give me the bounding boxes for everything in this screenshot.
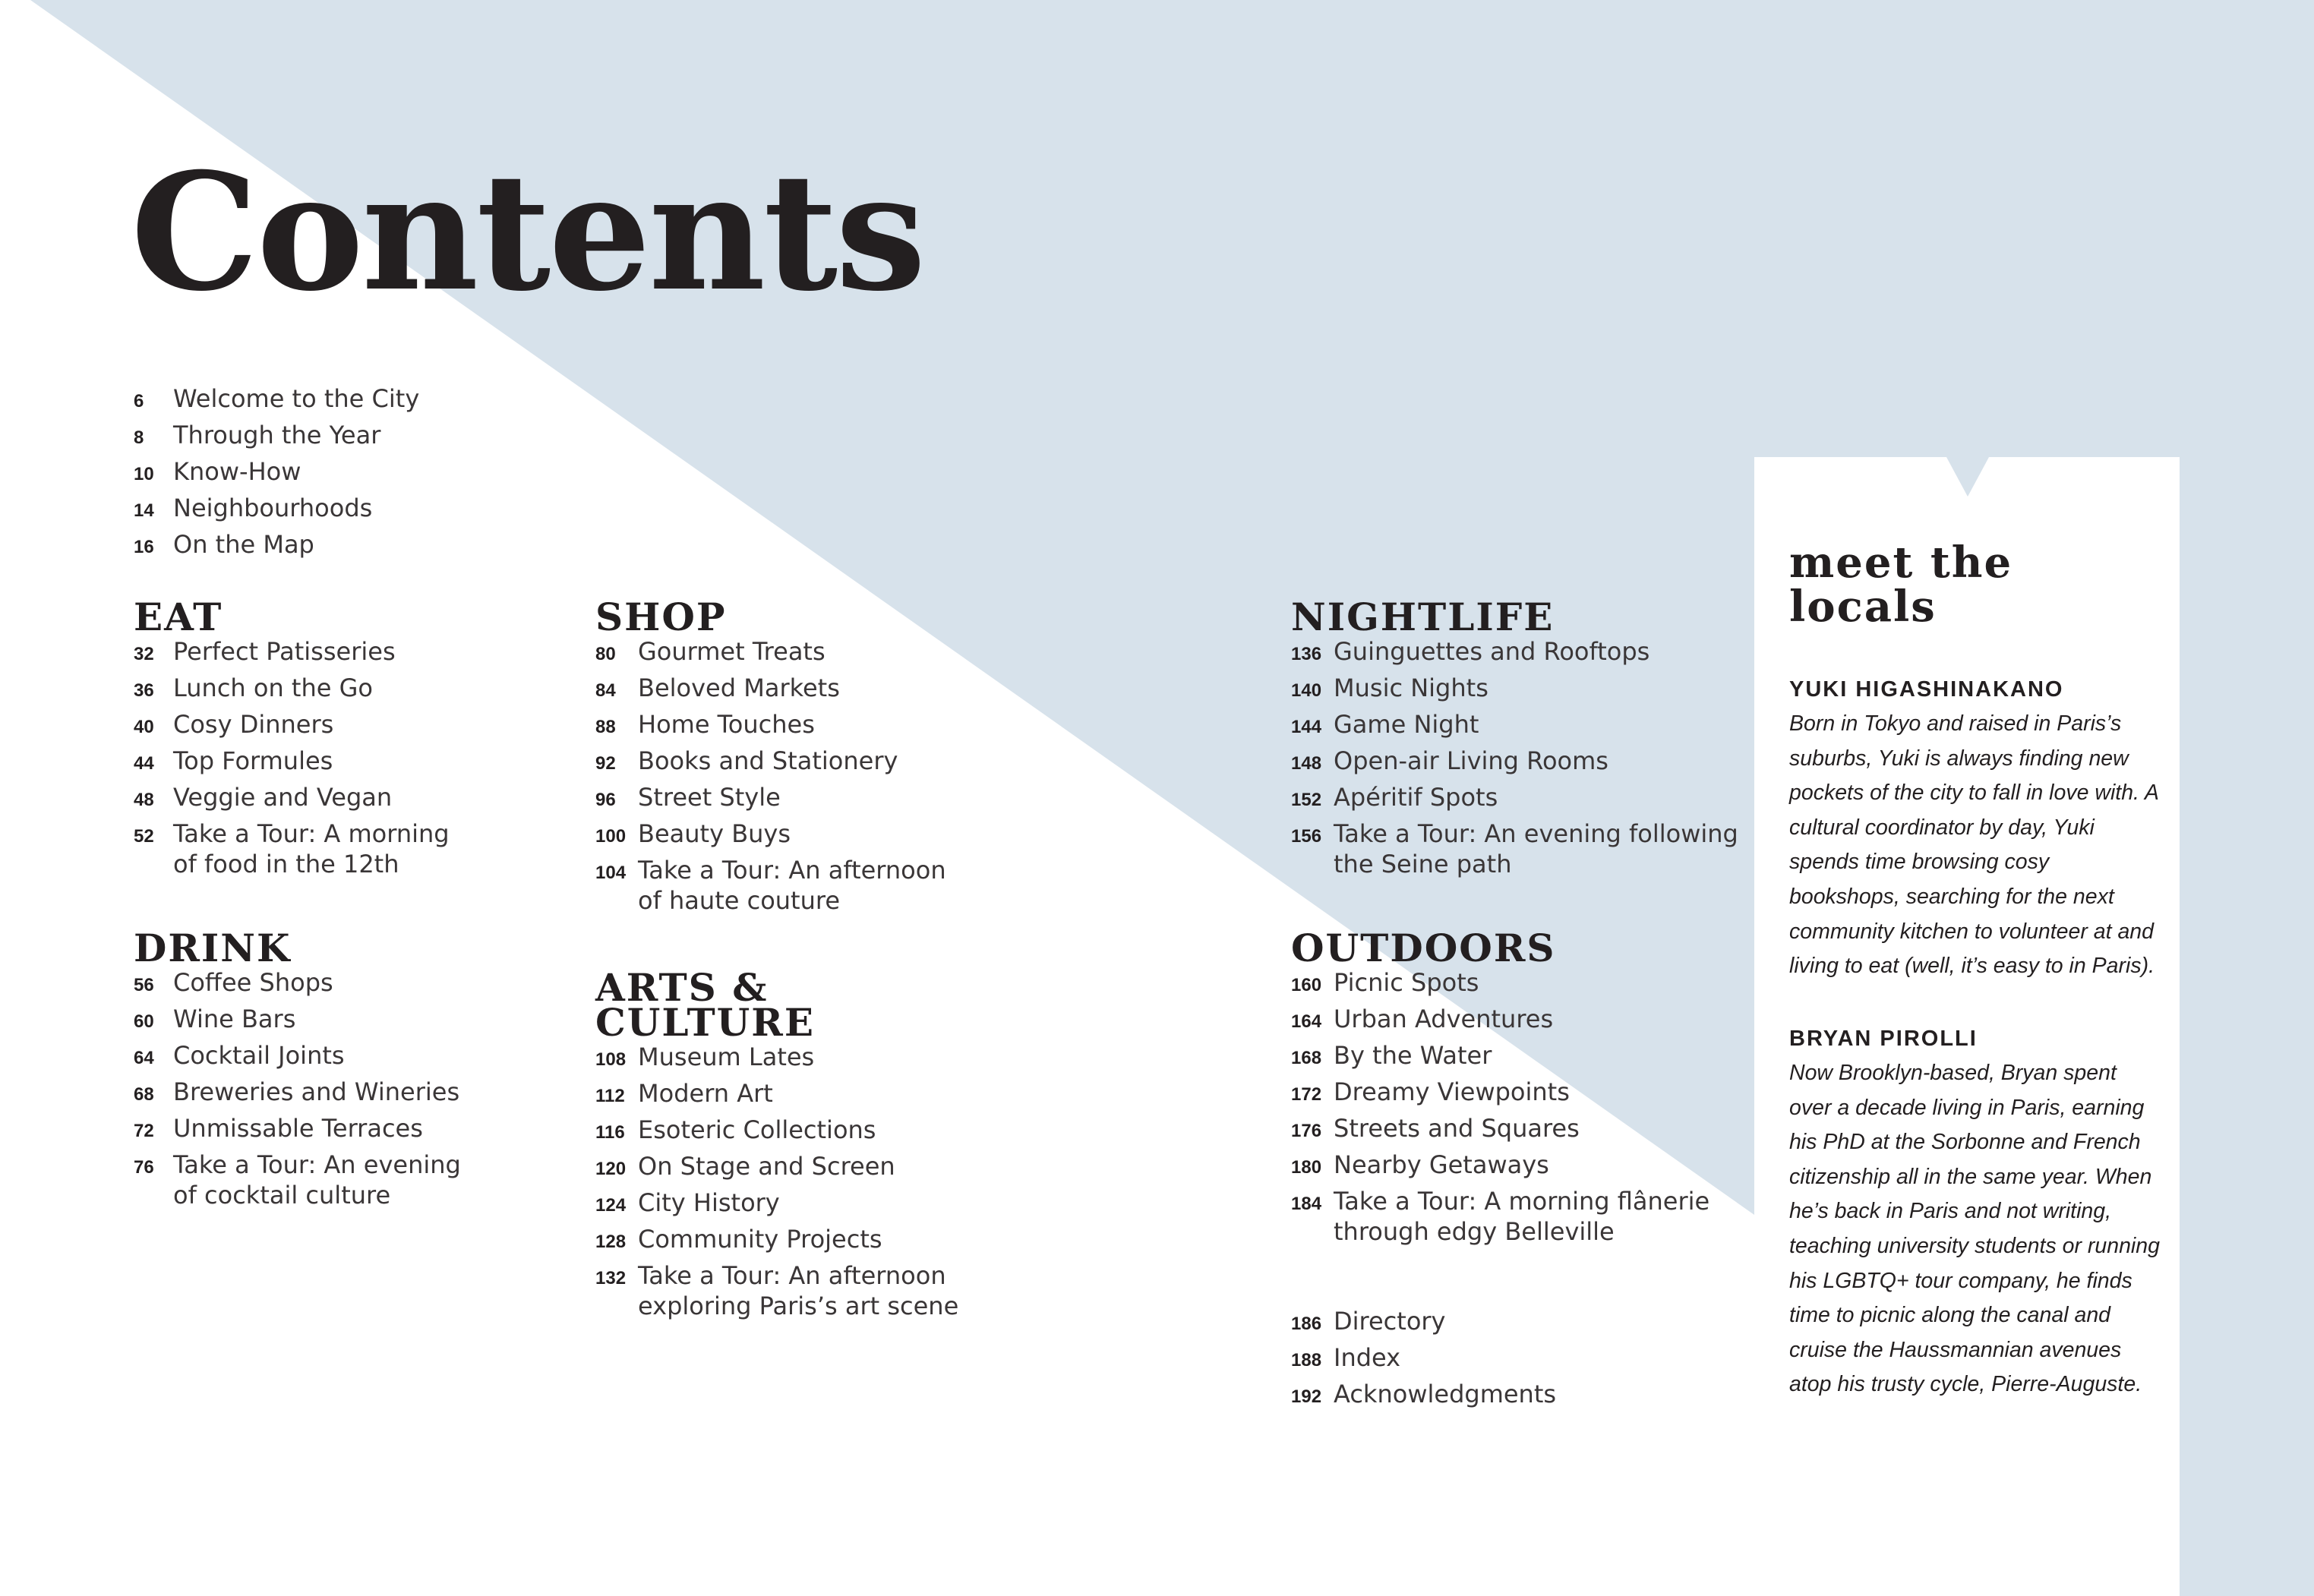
entry-label: Perfect Patisseries [173, 637, 396, 666]
toc-entry[interactable] [1291, 1186, 1709, 1247]
section-heading-shop: SHOP [595, 595, 727, 639]
section-heading-eat: EAT [134, 595, 223, 639]
local-bio: Now Brooklyn-based, Bryan spent over a decade living in Paris, earning his PhD at the Sorbonne and French citizenship all in the same year. When he’s back in Paris and not writing, teaching university students or running his LGBTQ+ tour company, he finds time to picnic along the canal and cruise the Haussmannian avenues atop his trusty cycle, Pierre-Auguste. [1789, 1061, 2160, 1397]
entry-label: Neighbourhoods [173, 494, 373, 522]
toc-entry[interactable] [1291, 1342, 1556, 1373]
toc-entry[interactable] [134, 819, 450, 879]
toc-entry[interactable] [595, 709, 946, 740]
toc-entry[interactable] [134, 529, 419, 560]
toc-entry[interactable] [1291, 636, 1738, 667]
entry-label: Top Formules [173, 746, 333, 775]
toc-entry[interactable] [595, 782, 946, 812]
page-number: 124 [595, 1195, 627, 1216]
entry-label: Open-air Living Rooms [1334, 746, 1608, 775]
page-number: 104 [595, 863, 627, 883]
toc-entry[interactable] [134, 1150, 461, 1210]
toc-entry[interactable] [595, 636, 946, 667]
toc-entry[interactable] [134, 782, 450, 812]
page-number: 180 [1291, 1157, 1322, 1178]
local-name: YUKI HIGASHINAKANO [1789, 677, 2064, 702]
entry-label: Apéritif Spots [1334, 783, 1498, 812]
page-number: 100 [595, 826, 627, 847]
entry-label: Take a Tour: An evening following the Seine path [1334, 819, 1738, 878]
section-eat [134, 595, 450, 885]
local-name: BRYAN PIROLLI [1789, 1027, 1978, 1051]
page-number: 132 [595, 1268, 627, 1288]
page-number: 188 [1291, 1350, 1322, 1370]
page-number: 164 [1291, 1011, 1322, 1032]
page-number: 184 [1291, 1194, 1322, 1214]
toc-entry[interactable] [1291, 967, 1709, 998]
toc-entry[interactable] [1291, 782, 1738, 812]
section-heading-outdoors: OUTDOORS [1291, 926, 1556, 970]
entry-label: Breweries and Wineries [173, 1077, 460, 1106]
page-number: 140 [1291, 680, 1322, 701]
entry-label: Veggie and Vegan [173, 783, 393, 812]
section-heading-drink: DRINK [134, 926, 292, 970]
entry-label: Books and Stationery [638, 746, 898, 775]
page-number: 156 [1291, 826, 1322, 847]
entry-label: Welcome to the City [173, 384, 420, 413]
page-number: 40 [134, 717, 154, 737]
toc-entry[interactable] [595, 1042, 958, 1072]
toc-entry[interactable] [595, 855, 946, 916]
entry-label: Esoteric Collections [638, 1115, 876, 1144]
toc-entry[interactable] [134, 1113, 461, 1143]
toc-entry[interactable] [134, 420, 419, 450]
page-number: 32 [134, 644, 154, 664]
page-number: 60 [134, 1011, 154, 1032]
entry-label: Know-How [173, 457, 301, 486]
toc-entry[interactable] [595, 1260, 958, 1321]
entry-label: On the Map [173, 530, 314, 559]
page-number: 148 [1291, 753, 1322, 774]
page-number: 16 [134, 537, 154, 557]
entry-label: Home Touches [638, 710, 815, 739]
entry-label: Dreamy Viewpoints [1334, 1077, 1570, 1106]
page-number: 80 [595, 644, 616, 664]
panel-notch-icon [1946, 457, 1989, 497]
section-arts-culture [595, 965, 959, 1327]
entry-label: Nearby Getaways [1334, 1150, 1549, 1179]
toc-entry[interactable] [595, 1151, 958, 1181]
entry-label: Take a Tour: A morning of food in the 12th [173, 819, 450, 878]
page-number: 8 [134, 427, 144, 448]
page-number: 64 [134, 1048, 154, 1068]
page-number: 128 [595, 1232, 627, 1252]
toc-entry[interactable] [134, 1004, 461, 1034]
page-number: 14 [134, 500, 154, 521]
entry-label: Take a Tour: An afternoon exploring Paris’s art scene [638, 1261, 959, 1320]
local-profile [1789, 1027, 2161, 1402]
toc-entry[interactable] [595, 1224, 958, 1254]
page-number: 172 [1291, 1084, 1322, 1105]
page-number: 96 [595, 790, 616, 810]
toc-entry[interactable] [134, 746, 450, 776]
toc-entry[interactable] [1291, 746, 1738, 776]
entry-label: Game Night [1334, 710, 1479, 739]
entry-label: Wine Bars [173, 1005, 296, 1033]
entry-label: Take a Tour: A morning flânerie through edgy Belleville [1334, 1187, 1710, 1246]
page-number: 116 [595, 1122, 625, 1143]
section-shop [595, 595, 946, 922]
entry-label: Beauty Buys [638, 819, 791, 848]
entry-label: Beloved Markets [638, 673, 840, 702]
entry-label: City History [638, 1188, 780, 1217]
toc-entry[interactable] [595, 1078, 958, 1109]
entry-label: On Stage and Screen [638, 1152, 895, 1181]
page-number: 56 [134, 975, 154, 995]
page-title: Contents [131, 137, 924, 326]
page-number: 176 [1291, 1121, 1322, 1141]
entry-label: Coffee Shops [173, 968, 333, 997]
toc-entry[interactable] [595, 1115, 958, 1145]
local-profile [1789, 677, 2161, 984]
entry-label: Cosy Dinners [173, 710, 334, 739]
toc-entry[interactable] [595, 746, 946, 776]
toc-entry[interactable] [134, 636, 450, 667]
entry-label: Take a Tour: An afternoon of haute couture [638, 856, 946, 915]
entry-label: Community Projects [638, 1225, 882, 1254]
page-number: 144 [1291, 717, 1322, 737]
meet-the-locals-title: meet the locals [1789, 538, 2013, 632]
section-outdoors [1291, 926, 1710, 1253]
toc-entry[interactable] [1291, 1004, 1709, 1034]
toc-entry[interactable] [1291, 1040, 1709, 1071]
page-number: 44 [134, 753, 154, 774]
entry-label: Streets and Squares [1334, 1114, 1580, 1143]
page-number: 48 [134, 790, 154, 810]
toc-entry[interactable] [134, 1040, 461, 1071]
toc-entry[interactable] [595, 1188, 958, 1218]
page-number: 68 [134, 1084, 154, 1105]
entry-label: Guinguettes and Rooftops [1334, 637, 1650, 666]
page-number: 120 [595, 1159, 627, 1179]
toc-entry[interactable] [1291, 1150, 1709, 1180]
toc-entry[interactable] [134, 967, 461, 998]
page-number: 92 [595, 753, 616, 774]
page-number: 36 [134, 680, 154, 701]
section-heading-nightlife: NIGHTLIFE [1291, 595, 1555, 639]
toc-entry[interactable] [1291, 1306, 1556, 1336]
section-nightlife [1291, 595, 1738, 885]
page-number: 108 [595, 1049, 627, 1070]
page-number: 112 [595, 1086, 625, 1106]
toc-entry[interactable] [134, 1077, 461, 1107]
page-number: 160 [1291, 975, 1322, 995]
page-number: 152 [1291, 790, 1322, 810]
entry-label: Picnic Spots [1334, 968, 1479, 997]
page-number: 168 [1291, 1048, 1322, 1068]
entry-label: Modern Art [638, 1079, 773, 1108]
entry-label: Museum Lates [638, 1042, 815, 1071]
page-number: 10 [134, 464, 154, 484]
back-matter-list [1291, 1306, 1556, 1415]
section-drink [134, 926, 461, 1216]
entry-label: Through the Year [173, 421, 381, 449]
entry-label: By the Water [1334, 1041, 1492, 1070]
page-number: 192 [1291, 1386, 1322, 1407]
page-number: 72 [134, 1121, 154, 1141]
page-number: 52 [134, 826, 154, 847]
entry-label: Urban Adventures [1334, 1005, 1554, 1033]
entry-label: Lunch on the Go [173, 673, 373, 702]
entry-label: Music Nights [1334, 673, 1488, 702]
page-number: 136 [1291, 644, 1322, 664]
page-number: 76 [134, 1157, 154, 1178]
entry-label: Take a Tour: An evening of cocktail culture [173, 1150, 461, 1210]
toc-entry[interactable] [595, 819, 946, 849]
page-number: 6 [134, 391, 144, 412]
toc-entry[interactable] [1291, 673, 1738, 703]
entry-label: Unmissable Terraces [173, 1114, 423, 1143]
front-matter-list [134, 383, 419, 566]
toc-entry[interactable] [134, 709, 450, 740]
page-number: 88 [595, 717, 616, 737]
toc-entry[interactable] [1291, 709, 1738, 740]
toc-entry[interactable] [1291, 1379, 1556, 1409]
entry-label: Cocktail Joints [173, 1041, 345, 1070]
toc-entry[interactable] [595, 673, 946, 703]
entry-label: Street Style [638, 783, 781, 812]
toc-entry[interactable] [134, 673, 450, 703]
entry-label: Index [1334, 1343, 1401, 1372]
toc-entry[interactable] [1291, 819, 1738, 879]
entry-label: Acknowledgments [1334, 1380, 1557, 1408]
section-heading-arts-culture: ARTS & CULTURE [595, 965, 815, 1045]
toc-entry[interactable] [134, 456, 419, 487]
entry-label: Directory [1334, 1307, 1446, 1336]
page-number: 186 [1291, 1314, 1322, 1334]
toc-entry[interactable] [134, 493, 419, 523]
page-number: 84 [595, 680, 616, 701]
toc-entry[interactable] [1291, 1113, 1709, 1143]
local-bio: Born in Tokyo and raised in Paris’s suburbs, Yuki is always finding new pockets of the city to fall in love with. A cultural coordinator by day, Yuki spends time browsing cosy bookshops, searching for the next community kitchen to volunteer at and living to eat (well, it’s easy to in Paris). [1789, 711, 2158, 979]
entry-label: Gourmet Treats [638, 637, 826, 666]
toc-entry[interactable] [134, 383, 419, 414]
toc-entry[interactable] [1291, 1077, 1709, 1107]
